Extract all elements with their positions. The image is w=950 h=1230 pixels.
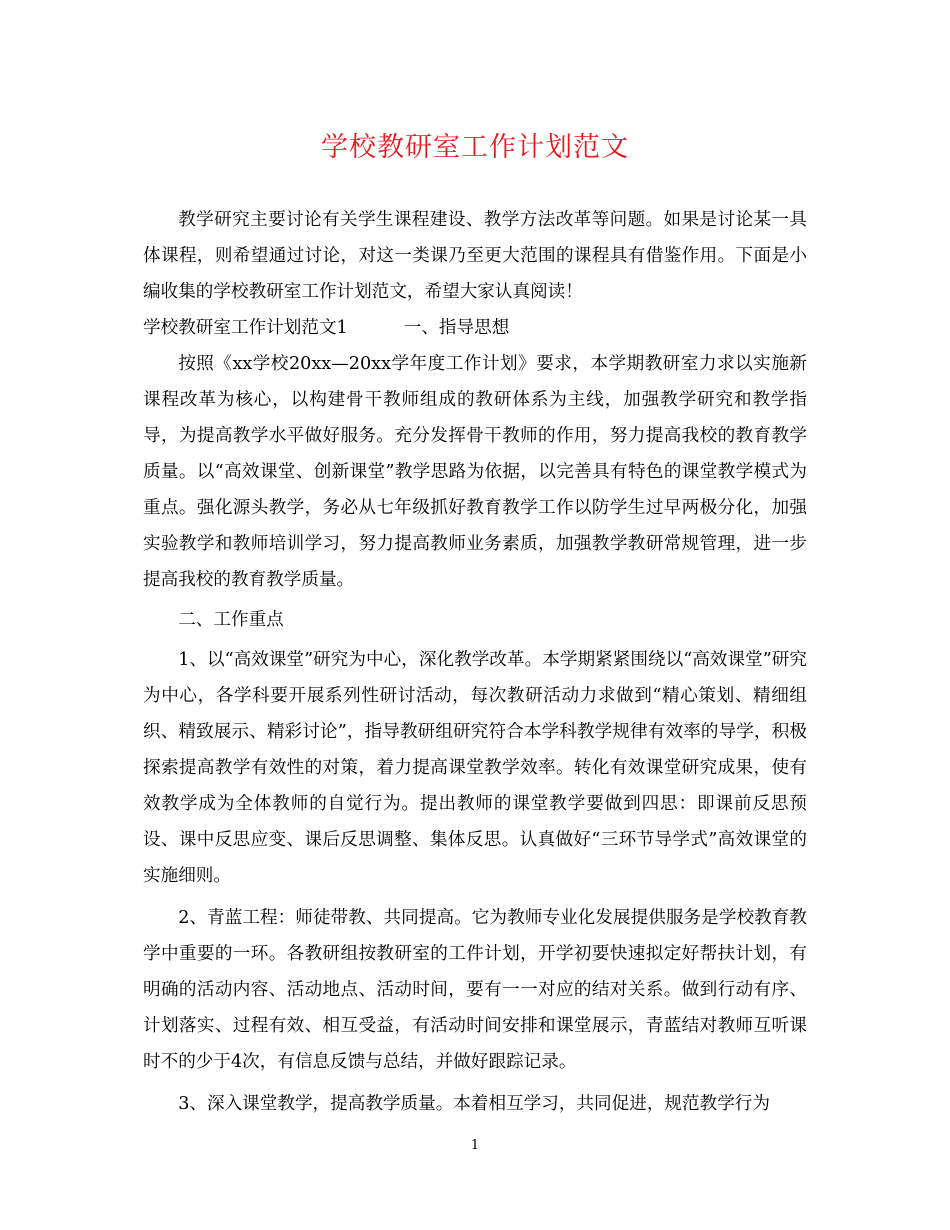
section-heading-line <box>143 310 807 346</box>
item2-paragraph: 2、青蓝工程：师徒带教、共同提高。它为教师专业化发展提供服务是学校教育教学中重要的一环。各教研组按教研室的工件计划，开学初要快速拟定好帮扶计划，有明确的活动内容、活动地点、活动时间，要有一一对应的结对关系。做到行动有序、计划落实、过程有效、相互受益，有活动时间安排和课堂展示，青蓝结对教师互听课时不的少于4次，有信息反馈与总结，并做好跟踪记录。 <box>143 908 807 1072</box>
page-number: 1 <box>470 1138 480 1153</box>
document-title: 学校教研室工作计划范文 <box>321 132 629 163</box>
guiding-paragraph: 按照《xx学校20xx—20xx学年度工作计划》要求，本学期教研室力求以实施新课程改革为核心，以构建骨干教师组成的教研体系为主线，加强教学研究和教学指导，为提高教学水平做好服务。充分发挥骨干教师的作用，努力提高我校的教育教学质量。以“高效课堂、创新课堂”教学思路为依据，以完善具有特色的课堂教学模式为重点。强化源头教学，务必从七年级抓好教育教学工作以防学生过早两极分化，加强实验教学和教师培训学习，努力提高教师业务素质，加强教学教研常规管理，进一步提高我校的教育教学质量。 <box>143 354 807 590</box>
focus-heading: 二、工作重点 <box>178 610 284 630</box>
item1-paragraph: 1、以“高效课堂”研究为中心，深化教学改革。本学期紧紧围绕以“高效课堂”研究为中心，各学科要开展系列性研讨活动，每次教研活动力求做到“精心策划、精细组织、精致展示、精彩讨论”，指导教研组研究符合本学科教学规律有效率的导学，积极探索提高教学有效性的对策，着力提高课堂教学效率。转化有效课堂研究成果，使有效教学成为全体教师的自觉行为。提出教师的课堂教学要做到四思：即课前反思预设、课中反思应变、课后反思调整、集体反思。认真做好“三环节导学式”高效课堂的实施细则。 <box>143 650 807 886</box>
intro-paragraph: 教学研究主要讨论有关学生课程建设、教学方法改革等问题。如果是讨论某一具体课程，则希望通过讨论，对这一类课乃至更大范围的课程具有借鉴作用。下面是小编收集的学校教研室工作计划范文，希望大家认真阅读！ <box>143 210 807 302</box>
guiding-heading: 一、指导思想 <box>403 318 510 338</box>
item3-paragraph: 3、深入课堂教学，提高教学质量。本着相互学习，共同促进，规范教学行为 <box>178 1094 770 1114</box>
document-body <box>143 202 807 1122</box>
section-label: 学校教研室工作计划范文1 <box>143 318 348 338</box>
